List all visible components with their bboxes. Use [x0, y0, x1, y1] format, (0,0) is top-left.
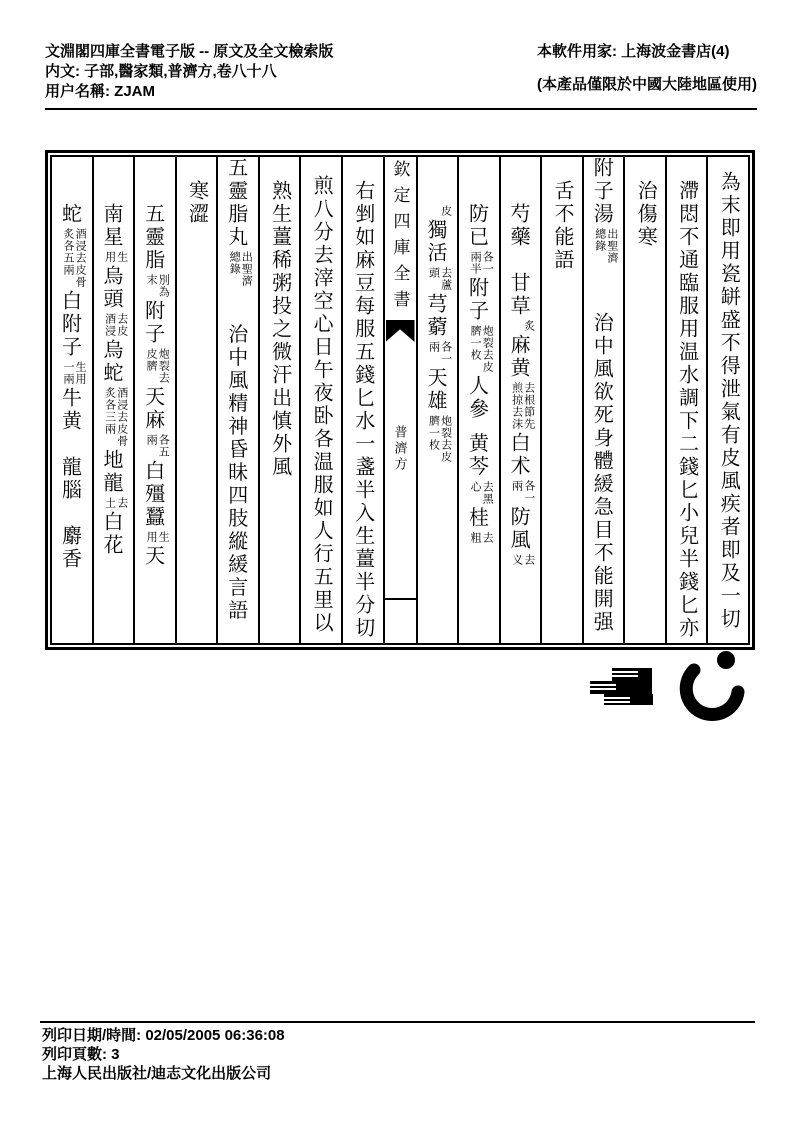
- annotation: [427, 415, 451, 463]
- page-header: [45, 42, 757, 102]
- text-column: [216, 157, 258, 643]
- bottom-logos: [584, 648, 756, 732]
- column-text: 治中風欲死身體緩急目不能開强: [590, 312, 613, 634]
- brush-stroke-logo-icon: [674, 648, 746, 733]
- restriction-line: (本產品僅限於中國大陸地區使用): [537, 76, 757, 93]
- column-text: 芎藭: [423, 293, 446, 339]
- annotation-left-column: 炙各五兩: [62, 228, 75, 276]
- annotation-right-column: 各五: [157, 434, 170, 458]
- annotation-left-column: 土: [103, 497, 116, 509]
- text-column: [92, 157, 134, 643]
- annotation-right-column: 去根節先: [522, 382, 535, 430]
- text-column: [499, 157, 541, 643]
- column-text: 滯悶不通臨服用温水調下二錢匕小兒半錢匕亦: [675, 180, 698, 640]
- annotation-right-column: 炮裂去皮: [481, 325, 494, 373]
- column-gap: [601, 266, 602, 312]
- annotation-left-column: 總錄: [228, 251, 241, 275]
- annotation-left-column: 粗: [469, 531, 482, 544]
- column-text: 五靈脂: [141, 203, 164, 272]
- spine-title: 欽定四庫全書: [390, 160, 410, 316]
- annotation-left-column: 炙各三兩: [103, 387, 116, 435]
- column-text: 寒澀: [185, 180, 208, 226]
- annotation-left-column: 兩: [145, 434, 158, 446]
- annotation-right-column: 各一: [439, 341, 452, 365]
- column-text: 白花: [100, 511, 122, 557]
- column-text: 烏頭: [100, 265, 122, 311]
- annotation: [104, 251, 128, 263]
- annotation-right-column: 去黑: [481, 480, 494, 505]
- text-column: [540, 157, 582, 643]
- annotation-left-column: 心: [469, 480, 482, 493]
- annotation-right-column: 出聖濟: [605, 228, 618, 264]
- annotation-right-column: 酒浸去皮骨: [74, 228, 87, 288]
- annotation: [469, 532, 493, 544]
- annotation: [145, 531, 169, 543]
- annotation: [145, 434, 169, 458]
- column-text: 甘草: [507, 272, 530, 318]
- licensee-line: 本軟件用家: 上海波金書店(4): [537, 43, 730, 60]
- annotation-left-column: 兩半: [469, 251, 482, 275]
- column-text: 右剉如麻豆每服五錢匕水一盞半入生薑半分切: [351, 180, 374, 640]
- annotation-left-column: 頭: [427, 267, 440, 279]
- text-column: [299, 157, 341, 643]
- page-columns: [52, 157, 748, 643]
- annotation: [228, 251, 252, 287]
- annotation: [104, 387, 128, 447]
- text-column: [416, 157, 458, 643]
- text-column: [706, 157, 748, 643]
- annotation: [469, 251, 493, 275]
- header-left-block: [45, 42, 333, 102]
- annotation: [145, 348, 169, 384]
- annotation: [511, 382, 535, 430]
- column-text: 桂: [465, 506, 488, 530]
- annotation: [145, 274, 169, 298]
- text-column: [52, 157, 92, 643]
- annotation-right-column: 酒浸去皮骨: [115, 387, 128, 447]
- column-text: 熟生薑稀粥投之微汗出慎外風: [268, 180, 291, 479]
- column-text: 防已: [465, 203, 488, 249]
- column-gap: [476, 421, 477, 433]
- annotation-right-column: 皮: [439, 205, 452, 217]
- annotation-right-column: 炮裂去皮: [439, 415, 452, 463]
- text-column: [175, 157, 217, 643]
- annotation-left-column: 末: [145, 274, 158, 286]
- footer-rule: [40, 1021, 755, 1023]
- annotation: [469, 325, 493, 373]
- spine-book-name: 普濟方: [392, 425, 408, 473]
- fishtail-mark-icon: [386, 320, 415, 342]
- column-text: 煎八分去滓空心日午夜卧各温服如人行五里以: [310, 175, 333, 636]
- annotation-right-column: 別為: [157, 274, 170, 298]
- annotation-right-column: 生用: [74, 361, 87, 385]
- annotation-right-column: 去蘆: [439, 267, 452, 291]
- column-text: 麻黄: [507, 334, 530, 380]
- page-footer: [42, 1026, 285, 1083]
- print-pages-line: 列印頁數: 3: [42, 1046, 120, 1063]
- header-title-line: 文淵閣四庫全書電子版 -- 原文及全文檢索版: [45, 43, 334, 60]
- annotation-left-column: 總錄: [593, 228, 606, 252]
- header-user-line: 用户名稱: ZJAM: [45, 83, 155, 100]
- annotation: [594, 228, 618, 264]
- annotation-left-column: 酒浸: [103, 313, 116, 337]
- annotation-left-column: 煎掠去沫: [510, 382, 523, 430]
- text-column: [258, 157, 300, 643]
- column-text: 獨活: [423, 219, 446, 265]
- column-text: 南星: [100, 203, 122, 249]
- annotation-left-column: 用: [103, 251, 116, 263]
- books-stack-logo-icon: [584, 666, 658, 715]
- annotation-left-column: 义: [510, 554, 523, 566]
- annotation: [511, 480, 535, 504]
- column-text: 烏蛇: [100, 339, 122, 385]
- column-gap: [518, 249, 519, 272]
- header-right-block: [537, 42, 757, 102]
- annotation-left-column: [511, 320, 523, 332]
- column-gap: [69, 433, 70, 456]
- annotation-right-column: 各一: [481, 251, 494, 275]
- book-frame-inner: [50, 155, 750, 645]
- annotation-left-column: 臍一枚: [469, 325, 482, 361]
- text-column: [133, 157, 175, 643]
- column-text: 附子: [465, 277, 488, 323]
- column-text: 附子湯: [590, 157, 613, 226]
- column-text: 治傷寒: [634, 180, 657, 249]
- annotation: [427, 341, 451, 365]
- annotation: [511, 554, 535, 566]
- book-frame: [45, 150, 755, 650]
- annotation: [511, 320, 535, 332]
- column-text: 防風: [507, 506, 530, 552]
- annotation: [104, 497, 128, 509]
- annotation-right-column: 炮裂去: [157, 348, 170, 384]
- annotation-right-column: 炙: [522, 320, 535, 332]
- column-text: 五靈脂丸: [224, 157, 247, 249]
- column-text: 麝香: [58, 525, 81, 571]
- column-text: 黄芩: [465, 432, 488, 479]
- annotation-right-column: 生: [157, 531, 170, 543]
- column-text: 白附子: [58, 290, 81, 359]
- annotation-right-column: 生: [115, 251, 128, 263]
- text-column: [457, 157, 499, 643]
- annotation-right-column: 去皮: [115, 313, 128, 337]
- column-text: 人參: [465, 375, 488, 421]
- column-text: 天: [141, 545, 164, 568]
- annotation-left-column: 臍一枚: [427, 415, 440, 451]
- column-text: 牛黄: [58, 387, 81, 433]
- text-column: [623, 157, 665, 643]
- annotation: [62, 361, 86, 385]
- annotation-left-column: 兩: [510, 480, 523, 492]
- annotation: [469, 481, 493, 505]
- column-text: 芍藥: [507, 203, 530, 249]
- header-content-line: 内文: 子部,醫家類,普濟方,卷八十八: [45, 63, 277, 80]
- spine-page-divider: [385, 598, 416, 600]
- annotation-right-column: 去: [115, 497, 128, 509]
- annotation-left-column: 用: [145, 531, 158, 543]
- column-gap: [235, 289, 236, 324]
- column-text: 天雄: [423, 367, 446, 413]
- column-text: 白术: [507, 432, 530, 478]
- column-text: 治中風精神昏昧四肢縱緩言語: [224, 323, 247, 623]
- column-text: 附子: [141, 300, 164, 346]
- print-datetime-line: 列印日期/時間: 02/05/2005 06:36:08: [42, 1027, 285, 1044]
- annotation: [427, 205, 451, 217]
- spine-column: [383, 157, 416, 643]
- column-text: 舌不能語: [550, 180, 573, 272]
- annotation-right-column: 去: [522, 554, 535, 566]
- column-text: 地龍: [100, 449, 122, 495]
- text-column: [582, 157, 624, 643]
- header-rule: [45, 108, 757, 110]
- annotation-left-column: 一兩: [62, 361, 75, 385]
- annotation: [62, 228, 86, 288]
- column-gap: [69, 502, 70, 525]
- annotation-left-column: [427, 205, 439, 217]
- publisher-line: 上海人民出版社/迪志文化出版公司: [42, 1065, 272, 1082]
- column-text: 蛇: [58, 203, 81, 226]
- column-text: 天麻: [141, 386, 164, 432]
- annotation-left-column: 皮臍: [145, 348, 158, 372]
- annotation-left-column: 兩: [427, 341, 440, 353]
- annotation: [104, 313, 128, 337]
- annotation-right-column: 去: [481, 531, 494, 544]
- annotation-right-column: 出聖濟: [240, 251, 253, 287]
- column-text: 龍腦: [58, 456, 81, 502]
- column-text: 為末即用瓷缾盛不得泄氣有皮風疾者即及一切: [717, 170, 740, 631]
- text-column: [341, 157, 383, 643]
- annotation-right-column: 各一: [522, 480, 535, 504]
- column-text: 白殭蠶: [141, 460, 164, 529]
- annotation: [427, 267, 451, 291]
- text-column: [665, 157, 707, 643]
